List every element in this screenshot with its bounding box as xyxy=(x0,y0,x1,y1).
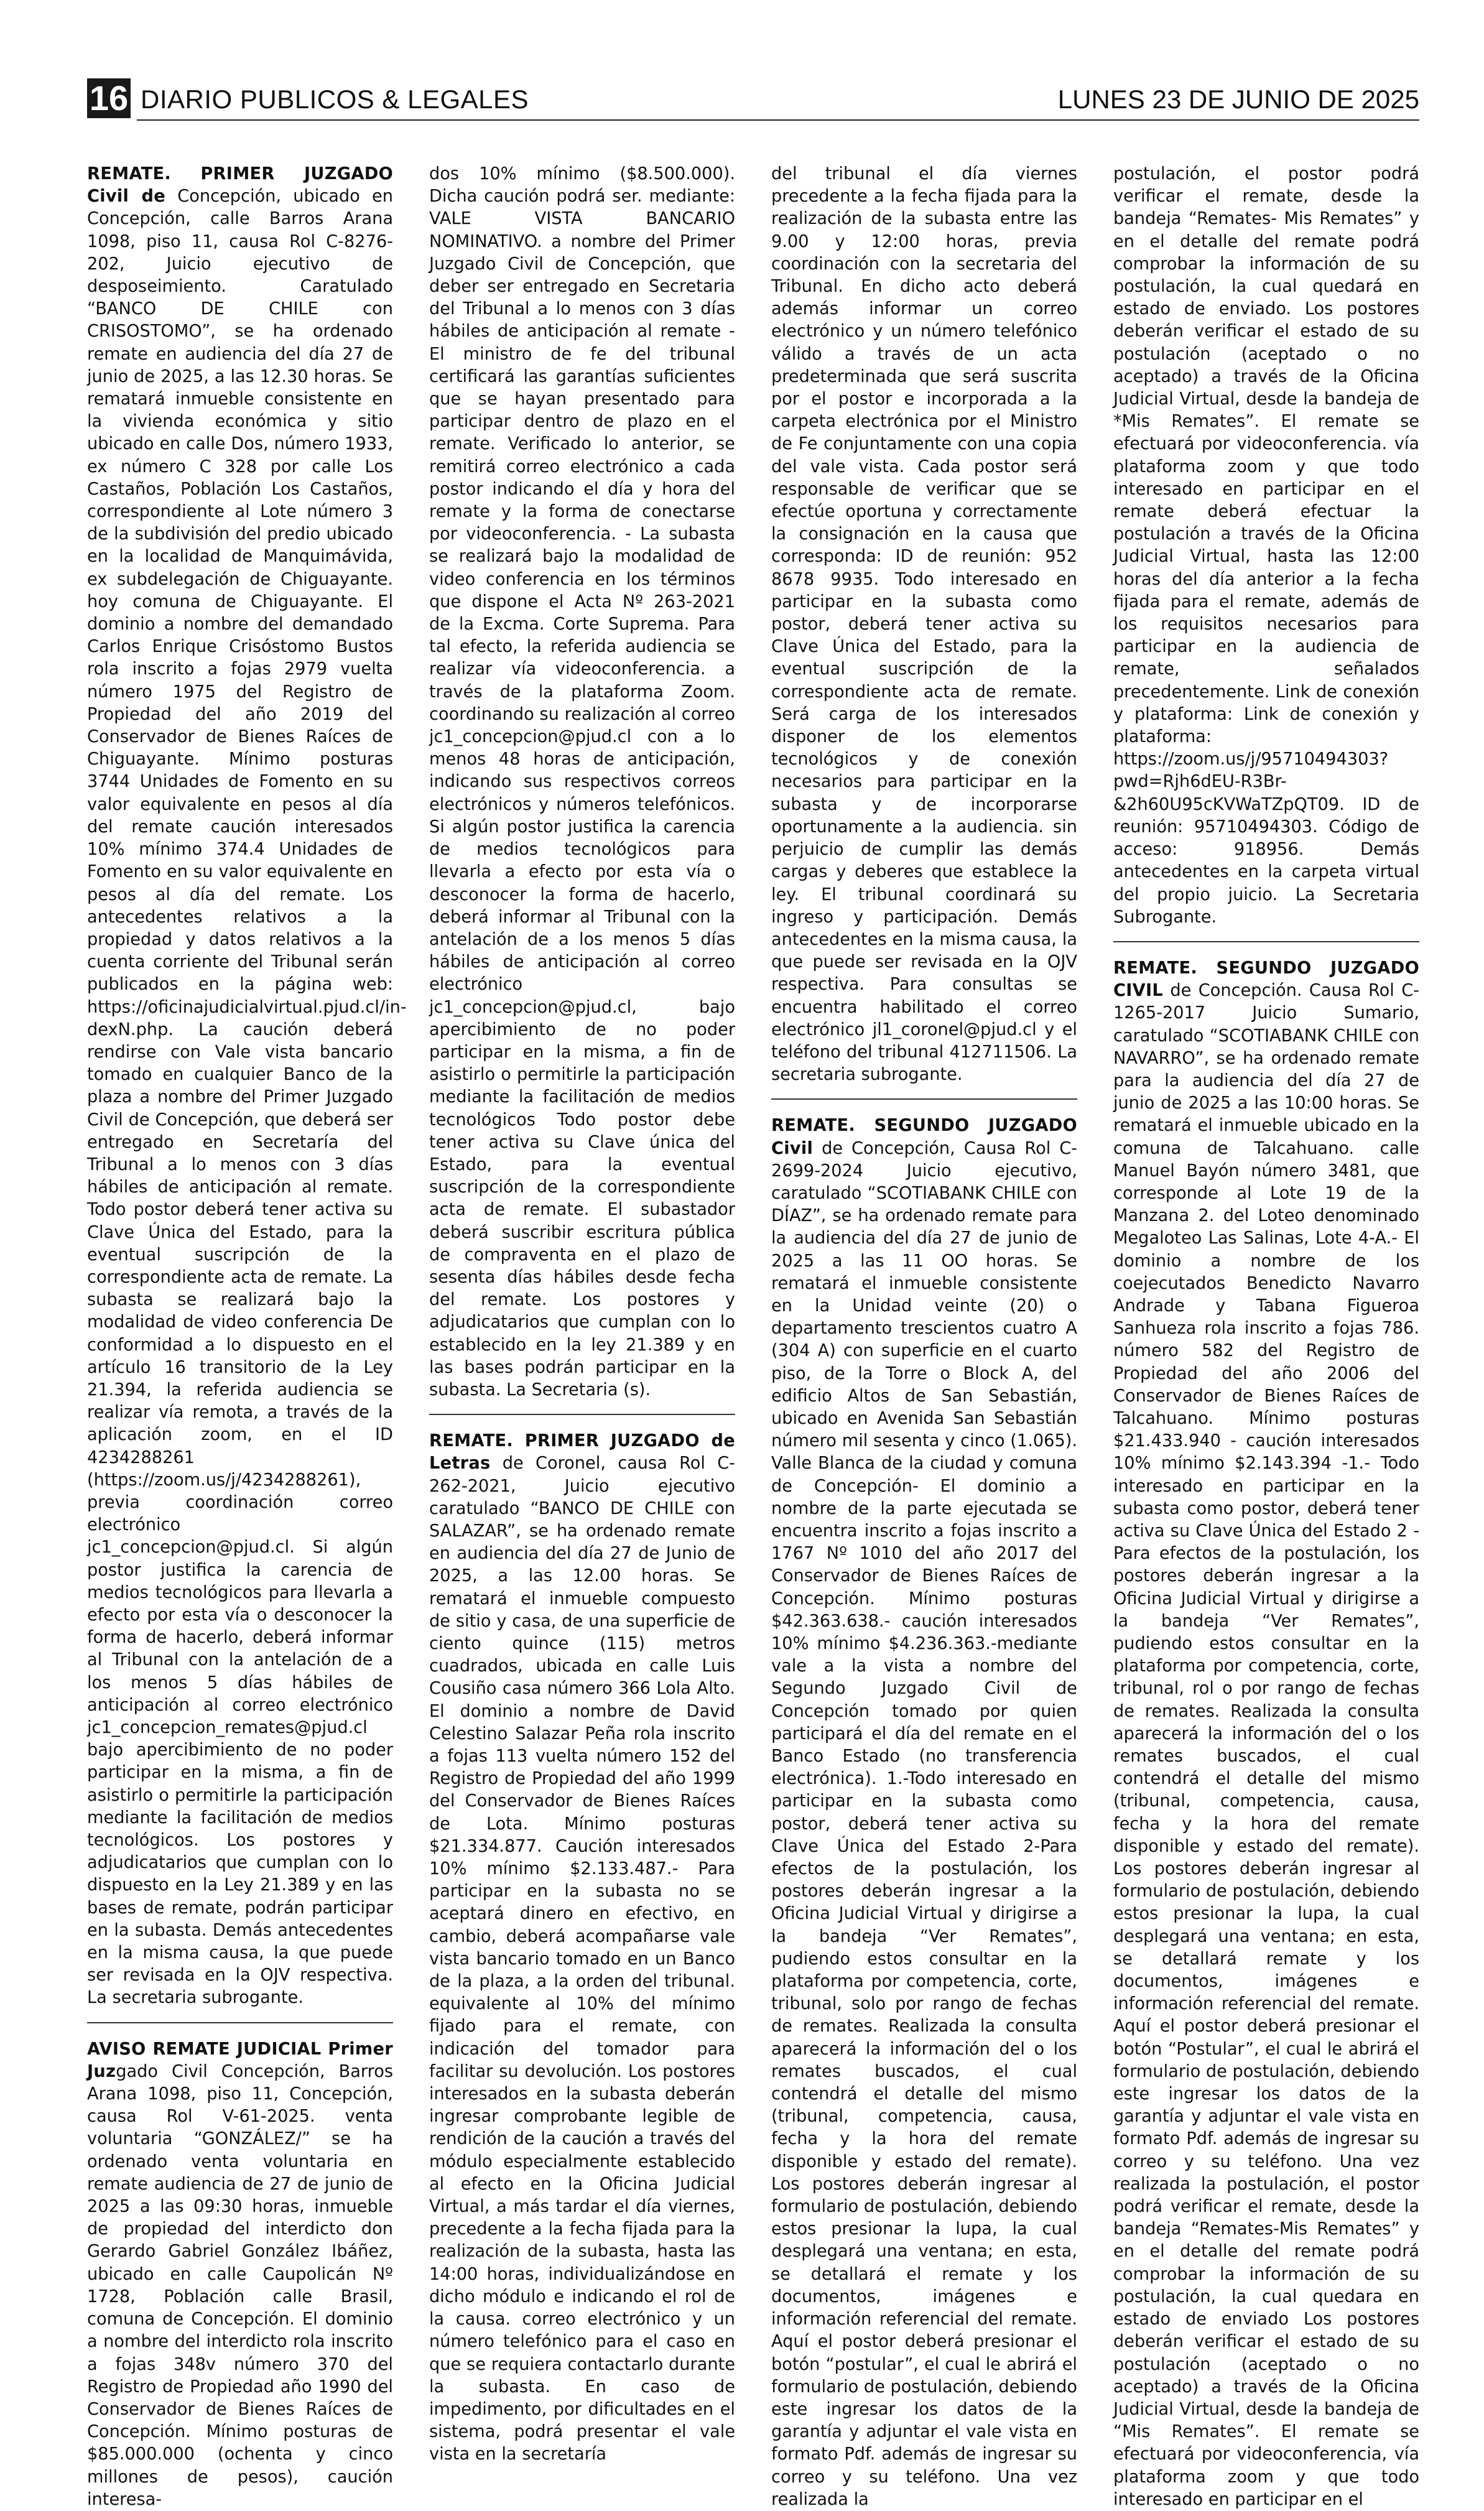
header-rule xyxy=(137,119,1419,121)
notice-title: REMATE. PRIMER JUZGADO de Letras xyxy=(429,1431,735,1474)
column-1 xyxy=(87,163,407,2509)
notice-title: REMATE. SEGUNDO JUZGADO CIVIL xyxy=(1113,958,1419,1001)
notice-body: de Concepción. Causa Rol C-1265-2017 Juicio Sumario, caratulado “SCOTIABANK CHILE con NAVARRO”, se ha ordenado remate para la audiencia del día 27 de junio de 2025 a las 10:00 horas. Se rematará el inmueble ubicado en la comuna de Talcahuano. calle Manuel Bayón número 3481, que corresponde al Lote 19 de la Manzana 2. del Loteo denominado Megaloteo Las Salinas, Lote 4-A.- El dominio a nombre de los coejecutados Benedicto Navarro Andrade y Tabana Figueroa Sanhueza rola inscrito a fojas 786. número 582 del Registro de Propiedad del año 2006 del Conservador de Bienes Raíces de Talcahuano. Mínimo posturas $21.433.940 - caución interesados 10% mínimo $2.143.394 -1.- Todo interesado en participar en la subasta como postor, deberá tener activa su Clave Única del Estado 2 -Para efectos de la postulación, los postores deberán ingresar a la Oficina Judicial Virtual y dirigirse a la bandeja “Ver Remates”, pudiendo estos consultar en la plataforma por competencia, corte, tribunal, rol o por rango de fechas de remates. Realizada la consulta aparecerá la información del o los remates buscados, el cual contendrá el detalle del mismo (tribunal, competencia, causa, fecha y la hora del remate disponible y estado del remate). Los postores deberán ingresar al formulario de postulación, debiendo estos presionar la lupa, la cual desplegará una ventana; en esta, se detallará remate y los documentos, imágenes e información referencial del remate. Aquí el postor deberá presionar el botón “Postular”, el cual le abrirá el formulario de postulación, debiendo este ingresar los datos de la garantía y adjuntar el vale vista en formato Pdf. además de ingresar su correo y su teléfono. Una vez realizada la postulación, el postor podrá verificar el remate, desde la bandeja “Remates-Mis Remates” y en el detalle del remate podrá comprobar la información de su postulación, la cual quedara en estado de enviado Los postores deberán verificar el estado de su postulación (aceptado o no aceptado) a través de la Oficina Judicial Virtual, desde la bandeja de “Mis Remates”. El remate se efectuará por videoconferencia, vía plataforma zoom y que todo interesado en participar en el xyxy=(1113,981,1419,2509)
notice-remate-coronel-continued: del tribunal el día viernes precedente a la fecha fijada para la realización de la subasta entre las 9.00 y 12:00 horas, previa coordinación con la secretaria del Tribunal. En dicho acto deberá además informar un correo electrónico y un número telefónico válido a través de un acta predeterminada que será suscrita por el postor e incorporada a la carpeta electrónica por el Ministro de Fe conjuntamente con una copia del vale vista. Cada postor será responsable de verificar que se efectúe oportuna y correctamente la consignación en la causa que corresponda: ID de reunión: 952 8678 9935. Todo interesado en participar en la subasta como postor, deberá tener activa su Clave Única del Estado, para la eventual suscripción de la correspondiente acta de remate. Será carga de los interesados disponer de los elementos tecnológicos y de conexión necesarios para participar en la subasta y de incorporarse oportunamente a la audiencia. sin perjuicio de cumplir las demás cargas y deberes que establece la ley. El tribunal coordinará su ingreso y participación. Demás antecedentes en la misma causa, la que puede ser revisada en la OJV respectiva. Para consultas se encuentra habilitado el correo electrónico jl1_coronel@pjud.cl y el teléfono del tribunal 412711506. La secretaria subrogante. xyxy=(771,164,1077,1085)
notice-title: REMATE. PRIMER JUZGADO Civil de xyxy=(87,164,393,207)
notice-title: AVISO REMATE JUDICIAL Primer Juz xyxy=(87,2039,393,2081)
publication-title: DIARIO PUBLICOS & LEGALES xyxy=(141,85,529,114)
notice-remate-talcahuano xyxy=(1113,957,1419,2511)
notice-separator xyxy=(429,1414,735,1415)
notice-separator xyxy=(771,1098,1077,1100)
notice-title: REMATE. SEGUNDO JUZGADO Civil xyxy=(771,1116,1077,1158)
notice-aviso-remate xyxy=(87,2038,393,2511)
notice-body: de Concepción, Causa Rol C-2699-2024 Juicio ejecutivo, caratulado “SCOTIABANK CHILE con DÍAZ”, se ha ordenado remate para la audiencia del día 27 de junio de 2025 a las 11 OO horas. Se rematará el inmueble consistente en la Unidad veinte (20) o departamento trescientos cuatro A (304 A) con superficie en el cuarto piso, de la Torre o Block A, del edificio Altos de San Sebastián, ubicado en Avenida San Sebastián número mil sesenta y cinco (1.065). Valle Blanca de la ciudad y comuna de Concepción- El dominio a nombre de la parte ejecutada se encuentra inscrito a fojas inscrito a 1767 Nº 1010 del año 2017 del Conservador de Bienes Raíces de Concepción. Mínimo posturas $42.363.638.- caución interesados 10% mínimo $4.236.363.-mediante vale a la vista a nombre del Segundo Juzgado Civil de Concepción tomado por quien participará el día del remate en el Banco Estado (no transferencia electrónica). 1.-Todo interesado en participar en la subasta como postor, deberá tener activa su Clave Única del Estado 2-Para efectos de la postulación, los postores deberán ingresar a la Oficina Judicial Virtual y dirigirse a la bandeja “Ver Remates”, pudiendo estos consultar en la plataforma por competencia, corte, tribunal, solo por rango de fechas de remates. Realizada la consulta aparecerá la información del o los remates buscados, el cual contendrá el detalle del mismo (tribunal, competencia, causa, fecha y la hora del remate disponible y estado del remate). Los postores deberán ingresar al formulario de postulación, debiendo estos presionar la lupa, la cual desplegará una ventana; en esta, se detallará el remate y los documentos, imágenes e información referencial del remate. Aquí el postor deberá presionar el botón “postular”, el cual le abrirá el formulario de postulación, debiendo este ingresar los datos de la garantía y adjuntar el vale vista en formato Pdf. además de ingresar su correo y su teléfono. Una vez realizada la xyxy=(771,1138,1077,2509)
notice-remate-segundo-juzgado-continued: postulación, el postor podrá verificar el remate, desde la bandeja “Remates- Mis Remates” y en el detalle del remate podrá comprobar la información de su postulación, la cual quedará en estado de enviado. Los postores deberán verificar el estado de su postulación (aceptado o no aceptado) a través de la Oficina Judicial Virtual, desde la bandeja de *Mis Remates”. El remate se efectuará por videoconferencia. vía plataforma zoom y que todo interesado en participar en el remate deberá efectuar la postulación a través de la Oficina Judicial Virtual, hasta las 12:00 horas del día anterior a la fecha fijada para el remate, además de los requisitos necesarios para participar en la audiencia de remate, señalados precedentemente. Link de conexión y plataforma: Link de conexión y plataforma: https://zoom.us/j/95710494303?pwd=Rjh6dEU-R3Br-&2h60U95cKVWaTZpQT09. ID de reunión: 95710494303. Código de acceso: 918956. Demás antecedentes en la carpeta virtual del propio juicio. La Secretaria Subrogante. xyxy=(1113,164,1419,927)
notice-body: de Coronel, causa Rol C-262-2021, Juicio ejecutivo caratulado “BANCO DE CHILE con SALAZAR”, se ha ordenado remate en audiencia del día 27 de Junio de 2025, a las 12.00 horas. Se rematará el inmueble compuesto de sitio y casa, de una superficie de ciento quince (115) metros cuadrados, ubicada en calle Luis Cousiño casa número 366 Lola Alto. El dominio a nombre de David Celestino Salazar Peña rola inscrito a fojas 113 vuelta número 152 del Registro de Propiedad del año 1999 del Conservador de Bienes Raíces de Lota. Mínimo posturas $21.334.877. Caución interesados 10% mínimo $2.133.487.- Para participar en la subasta no se aceptará dinero en efectivo, en cambio, deberá acompañarse vale vista bancario tomado en un Banco de la plaza, a la orden del tribunal. equivalente al 10% del mínimo fijado para el remate, con indicación del tomador para facilitar su devolución. Los postores interesados en la subasta deberán ingresar comprobante legible de rendición de la caución a través del módulo especialmente establecido al efecto en la Oficina Judicial Virtual, a más tardar el día viernes, precedente a la fecha fijada para la realización de la subasta, hasta las 14:00 horas, individualizándose en dicho módulo e indicando el rol de la causa. correo electrónico y un número telefónico para el caso en que se requiera contactarlo durante la subasta. En caso de impedimento, por dificultades en el sistema, podrá presentar el vale vista en la secretaría xyxy=(429,1454,735,2464)
page-header xyxy=(87,78,1419,122)
column-4 xyxy=(1113,163,1419,2509)
notice-separator xyxy=(87,2022,393,2023)
publication-date: LUNES 23 DE JUNIO DE 2025 xyxy=(1057,85,1419,114)
notice-remate-segundo-juzgado xyxy=(771,1115,1077,2511)
notice-separator xyxy=(1113,941,1419,942)
column-2 xyxy=(429,163,735,2464)
column-3 xyxy=(771,163,1077,2509)
notice-remate-1 xyxy=(87,163,407,2010)
notice-body: Concepción, ubicado en Concepción, calle Barros Arana 1098, piso 11, causa Rol C-8276-202, Juicio ejecutivo de desposeimiento. Caratulado “BANCO DE CHILE con CRISOSTOMO”, se ha ordenado remate en audiencia del día 27 de junio de 2025, a las 12.30 horas. Se rematará inmueble consistente en la vivienda económica y sitio ubicado en calle Dos, número 1933, ex número C 328 por calle Los Castaños, Población Los Castaños, correspondiente al Lote número 3 de la subdivisión del predio ubicado en la localidad de Manquimávida, ex subdelegación de Chiguayante. hoy comuna de Chiguayante. El dominio a nombre del demandado Carlos Enrique Crisóstomo Bustos rola inscrito a fojas 2979 vuelta número 1975 del Registro de Propiedad del año 2019 del Conservador de Bienes Raíces de Chiguayante. Mínimo posturas 3744 Unidades de Fomento en su valor equivalente en pesos al día del remate caución interesados 10% mínimo 374.4 Unidades de Fomento en su valor equivalente en pesos al día del remate. Los antecedentes relativos a la propiedad y datos relativos a la cuenta corriente del Tribunal serán publicados en la página web: https://oficinajudicialvirtual.pjud.cl/in-dexN.php. La caución deberá rendirse con Vale vista bancario tomado en cualquier Banco de la plaza a nombre del Primer Juzgado Civil de Concepción, que deberá ser entregado en Secretaría del Tribunal a lo menos con 3 días hábiles de anticipación al remate. Todo postor deberá tener activa su Clave Única del Estado, para la eventual suscripción de la correspondiente acta de remate. La subasta se realizará bajo la modalidad de video conferencia De conformidad a lo dispuesto en el artículo 16 transitorio de la Ley 21.394, la referida audiencia se realizar vía remota, a través de la aplicación zoom, en el ID 4234288261 (https://zoom.us/j/4234288261), previa coordinación correo electrónico jc1_concepcion@pjud.cl. Si algún postor justifica la carencia de medios tecnológicos para llevarla a efecto por esta vía o desconocer la forma de hacerlo, deberá informar al Tribunal con la antelación de a los menos 5 días hábiles de anticipación al correo electrónico jc1_concepcion_remates@pjud.cl bajo apercibimiento de no poder participar en la misma, a fin de asistirlo o permitirle la participación mediante la facilitación de medios tecnológicos. Los postores y adjudicatarios que cumplan con lo dispuesto en la Ley 21.389 y en las bases de remate, podrán participar en la subasta. Demás antecedentes en la misma causa, la que puede ser revisada en la OJV respectiva. La secretaria subrogante. xyxy=(87,187,407,2008)
notice-aviso-remate-continued: dos 10% mínimo ($8.500.000). Dicha caución podrá ser. mediante: VALE VISTA BANCARIO NOMINATIVO. a nombre del Primer Juzgado Civil de Concepción, que deber ser entregado en Secretaria del Tribunal a lo menos con 3 días hábiles de anticipación al remate - El ministro de fe del tribunal certificará las garantías suficientes que se hayan presentado para participar dentro de plazo en el remate. Verificado lo anterior, se remitirá correo electrónico a cada postor indicando el día y hora del remate y la forma de conectarse por videoconferencia. - La subasta se realizará bajo la modalidad de video conferencia en los términos que dispone el Acta Nº 263-2021 de la Excma. Corte Suprema. Para tal efecto, la referida audiencia se realizar vía videoconferencia. a través de la plataforma Zoom. coordinando su realización al correo jc1_concepcion@pjud.cl con a lo menos 48 horas de anticipación, indicando sus respectivos correos electrónicos y números telefónicos. Si algún postor justifica la carencia de medios tecnológicos para llevarla a efecto por esta vía o desconocer la forma de hacerlo, deberá informar al Tribunal con la antelación de a los menos 5 días hábiles de anticipación al correo electrónico jc1_concepcion@pjud.cl, bajo apercibimiento de no poder participar en la misma, a fin de asistirlo o permitirle la participación mediante la facilitación de medios tecnológicos Todo postor debe tener activa su Clave única del Estado, para la eventual suscripción de la correspondiente acta de remate. El subastador deberá suscribir escritura pública de compraventa en el plazo de sesenta días hábiles desde fecha del remate. Los postores y adjudicatarios que cumplan con lo establecido en la ley 21.389 y en las bases podrán participar en la subasta. La Secretaria (s). xyxy=(429,164,735,1399)
notice-remate-coronel xyxy=(429,1430,735,2466)
notice-body: gado Civil Concepción, Barros Arana 1098, piso 11, Concepción, causa Rol V-61-2025. venta voluntaria “GONZÁLEZ/” se ha ordenado venta voluntaria en remate audiencia de 27 de junio de 2025 a las 09:30 horas, inmueble de propiedad del interdicto don Gerardo Gabriel González Ibáñez, ubicado en calle Caupolicán Nº 1728, Población calle Brasil, comuna de Concepción. El dominio a nombre del interdicto rola inscrito a fojas 348v número 370 del Registro de Propiedad año 1990 del Conservador de Bienes Raíces de Concepción. Mínimo posturas de $85.000.000 (ochenta y cinco millones de pesos), caución interesa- xyxy=(87,2061,393,2509)
page-number: 16 xyxy=(87,78,131,118)
notices-columns xyxy=(87,163,1419,2509)
